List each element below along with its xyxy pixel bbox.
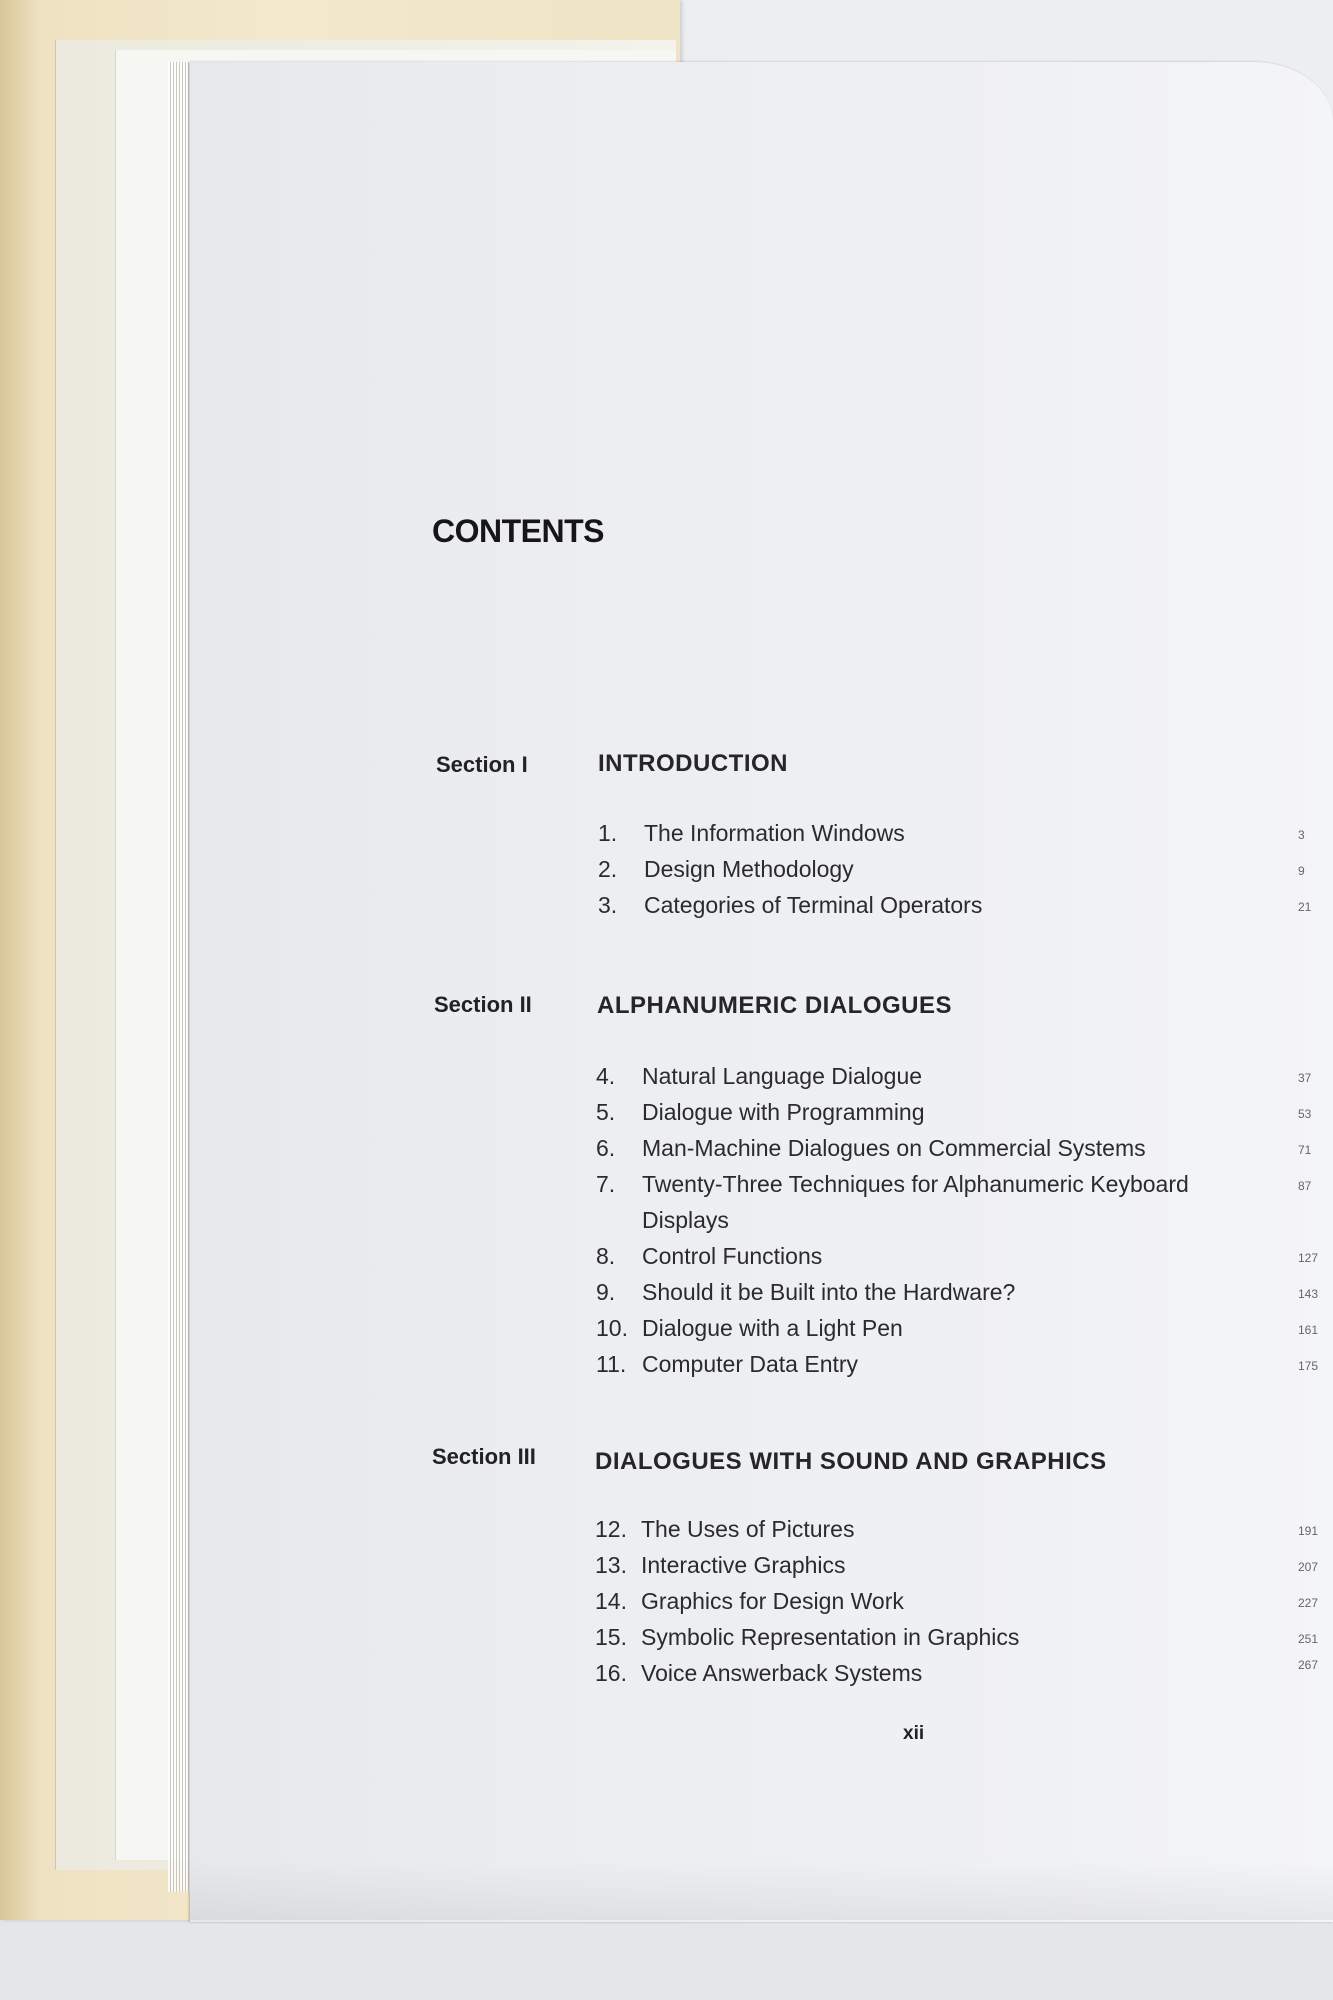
toc-entry[interactable] <box>595 1588 904 1615</box>
entry-title: Man-Machine Dialogues on Commercial Systems <box>642 1135 1146 1161</box>
toc-entry[interactable] <box>595 1516 854 1543</box>
toc-entry[interactable] <box>596 1099 925 1126</box>
entry-title: The Uses of Pictures <box>641 1516 855 1542</box>
page-number: 207 <box>1298 1560 1319 1574</box>
section-title-2: ALPHANUMERIC DIALOGUES <box>597 992 953 1019</box>
toc-entry[interactable] <box>596 1135 1146 1162</box>
page-number: 37 <box>1298 1071 1312 1085</box>
toc-entry[interactable] <box>596 1243 822 1270</box>
section-title-1: INTRODUCTION <box>598 750 788 777</box>
toc-entry[interactable] <box>598 892 982 919</box>
entry-number: 4. <box>596 1063 616 1089</box>
toc-entry[interactable] <box>596 1063 922 1090</box>
toc-entry[interactable] <box>595 1624 1019 1651</box>
folio: xii <box>903 1723 925 1744</box>
entry-title: Categories of Terminal Operators <box>644 892 983 918</box>
toc-entry[interactable] <box>598 820 905 847</box>
toc-entry[interactable] <box>598 856 854 883</box>
entry-title: Dialogue with Programming <box>642 1099 925 1125</box>
page-number: 175 <box>1298 1359 1319 1373</box>
entry-title: Design Methodology <box>644 856 854 882</box>
entry-title: Graphics for Design Work <box>641 1588 904 1614</box>
section-title-3: DIALOGUES WITH SOUND AND GRAPHICS <box>595 1448 1107 1475</box>
page-number: 251 <box>1298 1632 1319 1646</box>
entry-number: 15. <box>595 1624 627 1650</box>
entry-number: 7. <box>596 1171 616 1197</box>
page-number: 227 <box>1298 1596 1319 1610</box>
entry-title: Symbolic Representation in Graphics <box>641 1624 1020 1650</box>
entry-number: 16. <box>595 1660 627 1686</box>
entry-title: The Information Windows <box>644 820 905 846</box>
page-number: 21 <box>1298 900 1312 914</box>
entry-number: 3. <box>598 892 618 918</box>
toc-entry[interactable] <box>596 1315 903 1342</box>
entry-title: Voice Answerback Systems <box>641 1660 923 1686</box>
toc-entry-continuation: Displays <box>642 1207 729 1233</box>
entry-number: 1. <box>598 820 618 846</box>
page-number: 127 <box>1298 1251 1319 1265</box>
page-number: 143 <box>1298 1287 1319 1301</box>
section-label-3: Section III <box>432 1444 536 1469</box>
toc-entry[interactable] <box>596 1279 1015 1306</box>
page-number: 87 <box>1298 1179 1312 1193</box>
entry-number: 13. <box>595 1552 627 1578</box>
page-number: 3 <box>1298 828 1305 842</box>
entry-title: Computer Data Entry <box>642 1351 859 1377</box>
entry-number: 10. <box>596 1315 628 1341</box>
section-label-1: Section I <box>436 752 528 777</box>
entry-number: 6. <box>596 1135 616 1161</box>
entry-title: Dialogue with a Light Pen <box>642 1315 903 1341</box>
page-number: 71 <box>1298 1143 1312 1157</box>
entry-title: Should it be Built into the Hardware? <box>642 1279 1016 1305</box>
section-label-2: Section II <box>434 992 532 1017</box>
entry-number: 2. <box>598 856 618 882</box>
entry-title: Interactive Graphics <box>641 1552 846 1578</box>
entry-number: 5. <box>596 1099 616 1125</box>
entry-title: Natural Language Dialogue <box>642 1063 923 1089</box>
entry-number: 14. <box>595 1588 627 1614</box>
entry-title: Control Functions <box>642 1243 823 1269</box>
page-shadow <box>190 1860 1333 1920</box>
entry-number: 8. <box>596 1243 616 1269</box>
toc-entry[interactable] <box>595 1660 922 1687</box>
page-number: 191 <box>1298 1524 1319 1538</box>
toc-entry[interactable] <box>595 1552 846 1579</box>
page-number: 161 <box>1298 1323 1319 1337</box>
toc-entry[interactable] <box>596 1351 858 1378</box>
page-number: 9 <box>1298 864 1305 878</box>
entry-number: 11. <box>596 1351 627 1377</box>
entry-number: 9. <box>596 1279 616 1305</box>
toc-entry[interactable] <box>596 1171 1189 1198</box>
page-number: 53 <box>1298 1107 1312 1121</box>
entry-title: Twenty-Three Techniques for Alphanumeric Keyboard <box>642 1171 1189 1197</box>
page-heading: CONTENTS <box>432 513 604 549</box>
page-number: 267 <box>1298 1658 1319 1672</box>
entry-number: 12. <box>595 1516 627 1542</box>
